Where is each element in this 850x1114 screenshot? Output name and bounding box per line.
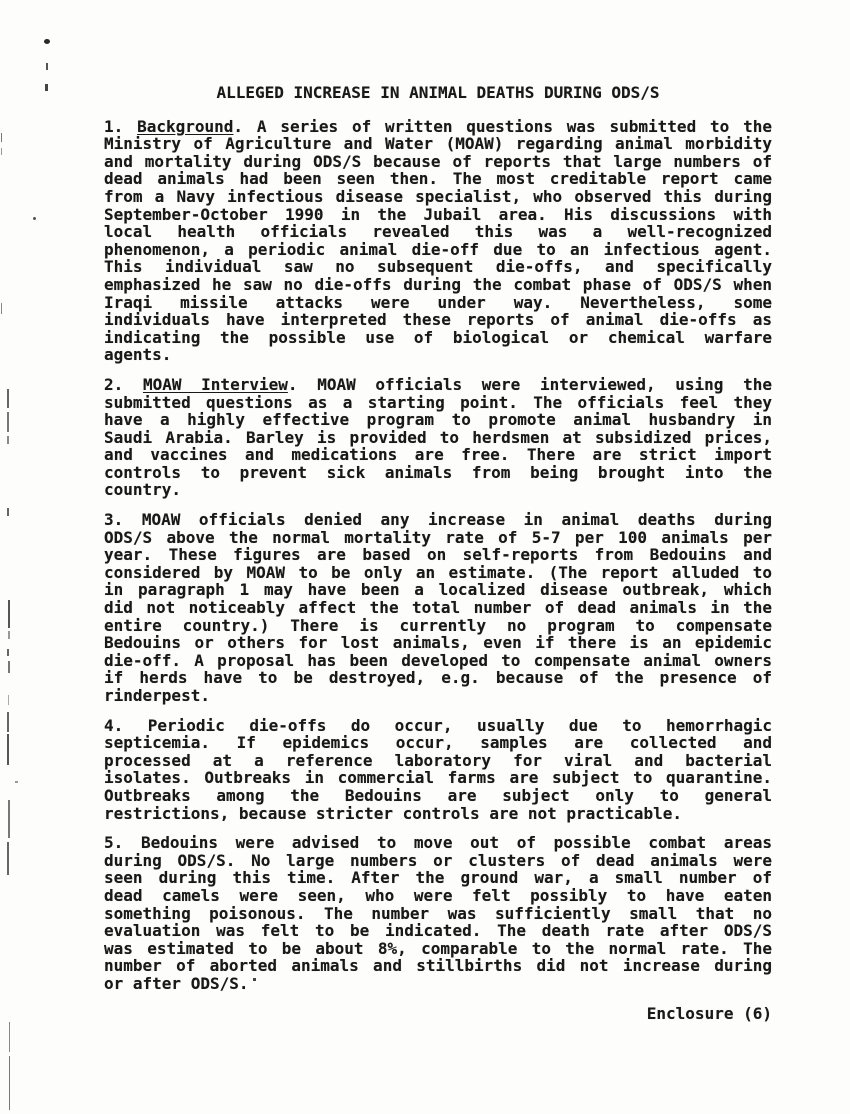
text-line: 1. Background. A series of written questions was submitted to the	[104, 116, 773, 136]
paragraph	[104, 834, 772, 992]
scan-artifact-tick	[8, 800, 10, 838]
text-line: considered by MOAW to be only an estimate. (The report alluded to	[104, 562, 772, 582]
text-line: 4. Periodic die-offs do occur, usually due to hemorrhagic	[104, 715, 772, 735]
text-line: something poisonous. The number was sufficiently small that no	[104, 903, 772, 923]
scan-artifact-tick	[8, 631, 10, 639]
scan-artifact-dot	[15, 781, 18, 783]
text-line: during ODS/S. No large numbers or clusters of dead animals were	[104, 850, 772, 870]
text-line: agents.	[104, 345, 172, 365]
scan-artifact-tick	[8, 695, 9, 705]
scan-artifact-tick	[1, 133, 2, 142]
text-line: ODS/S above the normal mortality rate of 5-7 per 100 animals per	[104, 527, 772, 547]
text-line: evaluation was felt to be indicated. The death rate after ODS/S	[104, 921, 772, 941]
text-line: This individual saw no subsequent die-offs, and specifically	[104, 257, 772, 277]
text-line: year. These figures are based on self-reports from Bedouins and	[104, 545, 772, 565]
text-line: septicemia. If epidemics occur, samples are collected and	[104, 733, 772, 753]
scan-artifact-tick	[1, 148, 2, 155]
text-line: controls to prevent sick animals from being brought into the	[104, 462, 772, 482]
text-line: have a highly effective program to promote animal husbandry in	[104, 410, 772, 430]
text-line: Bedouins or others for lost animals, even if there is an epidemic	[104, 633, 772, 653]
text-line: phenomenon, a periodic animal die-off due to an infectious agent.	[104, 239, 772, 259]
document-title: ALLEGED INCREASE IN ANIMAL DEATHS DURING ODS/S	[216, 83, 660, 102]
text-line: Saudi Arabia. Barley is provided to herdsmen at subsidized prices,	[104, 427, 772, 447]
text-line: and mortality during ODS/S because of reports that large numbers of	[104, 151, 772, 171]
scan-artifact-tick	[9, 1022, 10, 1052]
text-line: individuals have interpreted these reports of animal die-offs as	[104, 310, 772, 330]
paragraph	[104, 511, 772, 705]
text-line: if herds have to be destroyed, e.g. because of the presence of	[104, 668, 772, 688]
text-line: indicating the possible use of biological or chemical warfare	[104, 327, 772, 347]
scan-artifact-dot	[44, 39, 50, 44]
text-line: dead animals had been seen then. The most creditable report came	[104, 169, 772, 189]
text-line: restrictions, because stricter controls are not practicable.	[104, 803, 682, 823]
text-line: country.	[104, 480, 182, 500]
text-line: in paragraph 1 may have been a localized disease outbreak, which	[104, 580, 772, 600]
text-line: September-October 1990 in the Jubail area. His discussions with	[104, 204, 772, 224]
underlined-heading: MOAW Interview	[142, 374, 288, 394]
scan-artifact-tick	[7, 842, 9, 875]
underlined-heading: Background	[137, 116, 234, 136]
text-line: Iraqi missile attacks were under way. Nevertheless, some	[104, 292, 772, 312]
paragraph	[104, 717, 772, 823]
text-line: Outbreaks among the Bedouins are subject only to general	[104, 785, 772, 805]
scan-artifact-tick	[8, 600, 10, 628]
text-line: processed at a reference laboratory for viral and bacterial	[104, 750, 772, 770]
scan-artifact-tick	[7, 649, 9, 656]
text-line: emphasized he saw no die-offs during the combat phase of ODS/S when	[104, 274, 772, 294]
document-body	[104, 84, 772, 1022]
scan-artifact-tick	[7, 436, 9, 444]
text-line: seen during this time. After the ground war, a small number of	[104, 868, 772, 888]
text-line: isolates. Outbreaks in commercial farms are subject to quarantine.	[104, 768, 772, 788]
text-line: did not noticeably affect the total number of dead animals in the	[104, 598, 772, 618]
scan-artifact-tick	[7, 389, 9, 408]
text-line: number of aborted animals and stillbirths did not increase during	[104, 956, 772, 976]
text-line: entire country.) There is currently no program to compensate	[104, 615, 772, 635]
scan-artifact-dot	[33, 217, 36, 220]
scan-artifact-tick	[7, 412, 9, 432]
enclosure-label: Enclosure (6)	[646, 1003, 772, 1023]
text-line: or after ODS/S.	[104, 973, 249, 993]
text-line: 3. MOAW officials denied any increase in animal deaths during	[104, 510, 772, 530]
text-line: from a Navy infectious disease specialist, who observed this during	[104, 186, 772, 206]
text-line: dead camels were seen, who were felt possibly to have eaten	[104, 885, 772, 905]
text-line: submitted questions as a starting point. The officials feel they	[104, 392, 772, 412]
text-line: local health officials revealed this was a well-recognized	[104, 222, 772, 242]
scan-artifact-tick	[1, 303, 2, 314]
scan-artifact-mark	[46, 63, 48, 70]
text-line: 2. MOAW Interview. MOAW officials were interviewed, using the	[104, 374, 773, 394]
text-line: Ministry of Agriculture and Water (MOAW) regarding animal morbidity	[104, 134, 772, 154]
scan-artifact-tick	[7, 508, 9, 516]
text-line: was estimated to be about 8%, comparable to the normal rate. The	[104, 938, 772, 958]
text-line: 5. Bedouins were advised to move out of possible combat areas	[104, 833, 772, 853]
scan-artifact-tick	[8, 661, 10, 673]
text-line: die-off. A proposal has been developed to compensate animal owners	[104, 650, 772, 670]
scan-artifact-tick	[9, 1056, 10, 1110]
text-line: and vaccines and medications are free. There are strict import	[104, 445, 772, 465]
paragraph	[104, 118, 772, 364]
scan-artifact-mark	[45, 84, 48, 91]
scan-artifact-tick	[7, 712, 9, 732]
paragraph	[104, 376, 772, 499]
scan-artifact-tick	[7, 734, 9, 765]
text-line: rinderpest.	[104, 686, 210, 705]
paragraphs-container	[104, 118, 772, 993]
